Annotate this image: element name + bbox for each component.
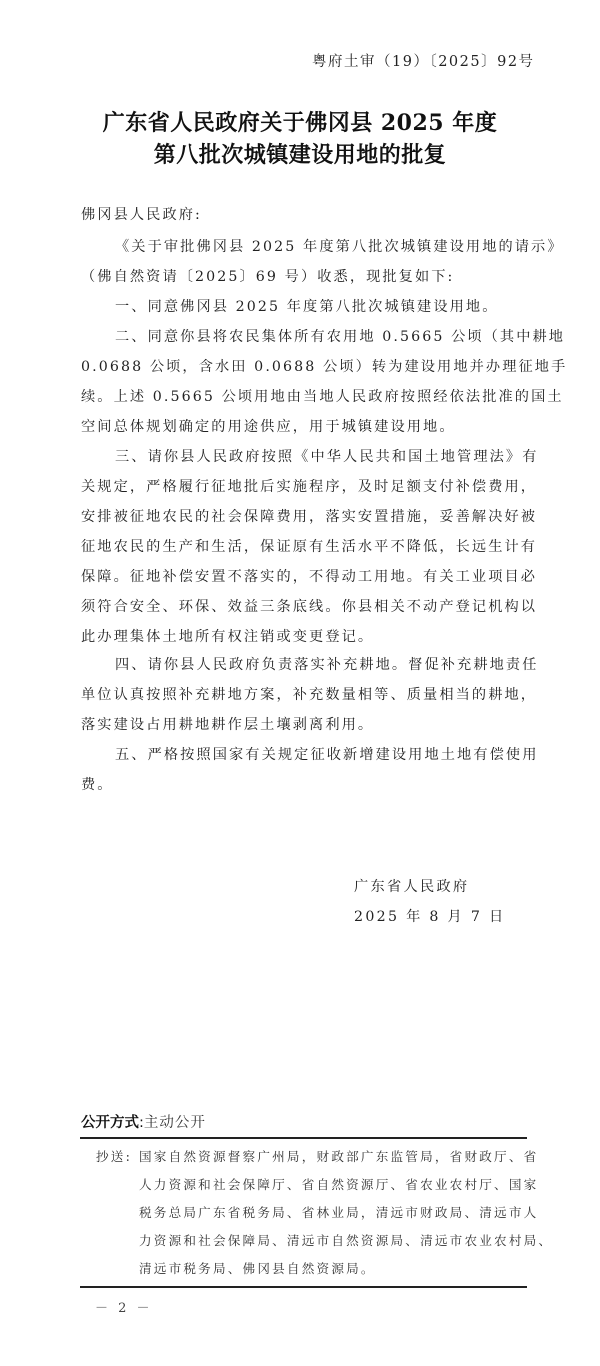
body-line: 单位认真按照补充耕地方案，补充数量相等、质量相当的耕地， xyxy=(81,687,538,703)
disclosure-colon: : xyxy=(139,1115,144,1131)
document-title-line-1: 广东省人民政府关于佛冈县 2025 年度 xyxy=(102,110,498,136)
cc-line: 清远市税务局、佛冈县自然资源局。 xyxy=(139,1261,376,1276)
salutation: 佛冈县人民政府: xyxy=(81,207,202,223)
body-line: 落实建设占用耕地耕作层土壤剥离利用。 xyxy=(81,717,375,733)
disclosure-method xyxy=(81,1111,206,1132)
issue-date: 2025 年 8 月 7 日 xyxy=(354,909,506,925)
document-number: 粤府土审（19）〔2025〕92号 xyxy=(312,54,535,70)
page-number: － 2 － xyxy=(95,1301,153,1316)
divider-bottom xyxy=(80,1286,527,1288)
divider-top xyxy=(80,1137,527,1139)
disclosure-label: 公开方式 xyxy=(81,1115,139,1131)
body-line: 一、同意佛冈县 2025 年度第八批次城镇建设用地。 xyxy=(115,299,499,315)
body-line: 0.0688 公顷，含水田 0.0688 公顷）转为建设用地并办理征地手 xyxy=(81,359,568,375)
body-line: 空间总体规划确定的用途供应，用于城镇建设用地。 xyxy=(81,419,456,435)
disclosure-value: 主动公开 xyxy=(143,1115,206,1131)
body-line: 二、同意你县将农民集体所有农用地 0.5665 公顷（其中耕地 xyxy=(115,329,566,345)
body-line: 征地农民的生产和生活，保证原有生活水平不降低，长远生计有 xyxy=(81,539,538,555)
body-line: 关规定，严格履行征地批后实施程序，及时足额支付补偿费用， xyxy=(81,479,538,495)
body-line: 此办理集体土地所有权注销或变更登记。 xyxy=(81,629,375,645)
cc-line: 税务总局广东省税务局、省林业局，清远市财政局、清远市人 xyxy=(139,1205,539,1220)
body-line: 安排被征地农民的社会保障费用，落实安置措施，妥善解决好被 xyxy=(81,509,538,525)
body-line: 费。 xyxy=(81,777,114,793)
body-line: 四、请你县人民政府负责落实补充耕地。督促补充耕地责任 xyxy=(115,657,539,673)
body-line: 续。上述 0.5665 公顷用地由当地人民政府按照经依法批准的国土 xyxy=(81,389,564,405)
body-line: 三、请你县人民政府按照《中华人民共和国土地管理法》有 xyxy=(115,449,539,465)
body-line: 保障。征地补偿安置不落实的，不得动工用地。有关工业项目必 xyxy=(81,569,538,585)
issuer-signature: 广东省人民政府 xyxy=(354,879,470,895)
cc-line: 力资源和社会保障局、清远市自然资源局、清远市农业农村局、 xyxy=(139,1233,554,1248)
body-line: 须符合安全、环保、效益三条底线。你县相关不动产登记机构以 xyxy=(81,599,538,615)
cc-line: 国家自然资源督察广州局，财政部广东监管局，省财政厅、省 xyxy=(139,1149,539,1164)
body-line: （佛自然资请〔2025〕69 号）收悉，现批复如下: xyxy=(81,269,455,285)
body-line: 《关于审批佛冈县 2025 年度第八批次城镇建设用地的请示》 xyxy=(115,239,564,255)
cc-label: 抄送: xyxy=(96,1149,133,1164)
cc-line: 人力资源和社会保障厅、省自然资源厅、省农业农村厅、国家 xyxy=(139,1177,539,1192)
document-title-line-2: 第八批次城镇建设用地的批复 xyxy=(153,142,447,168)
body-line: 五、严格按照国家有关规定征收新增建设用地土地有偿使用 xyxy=(115,747,539,763)
